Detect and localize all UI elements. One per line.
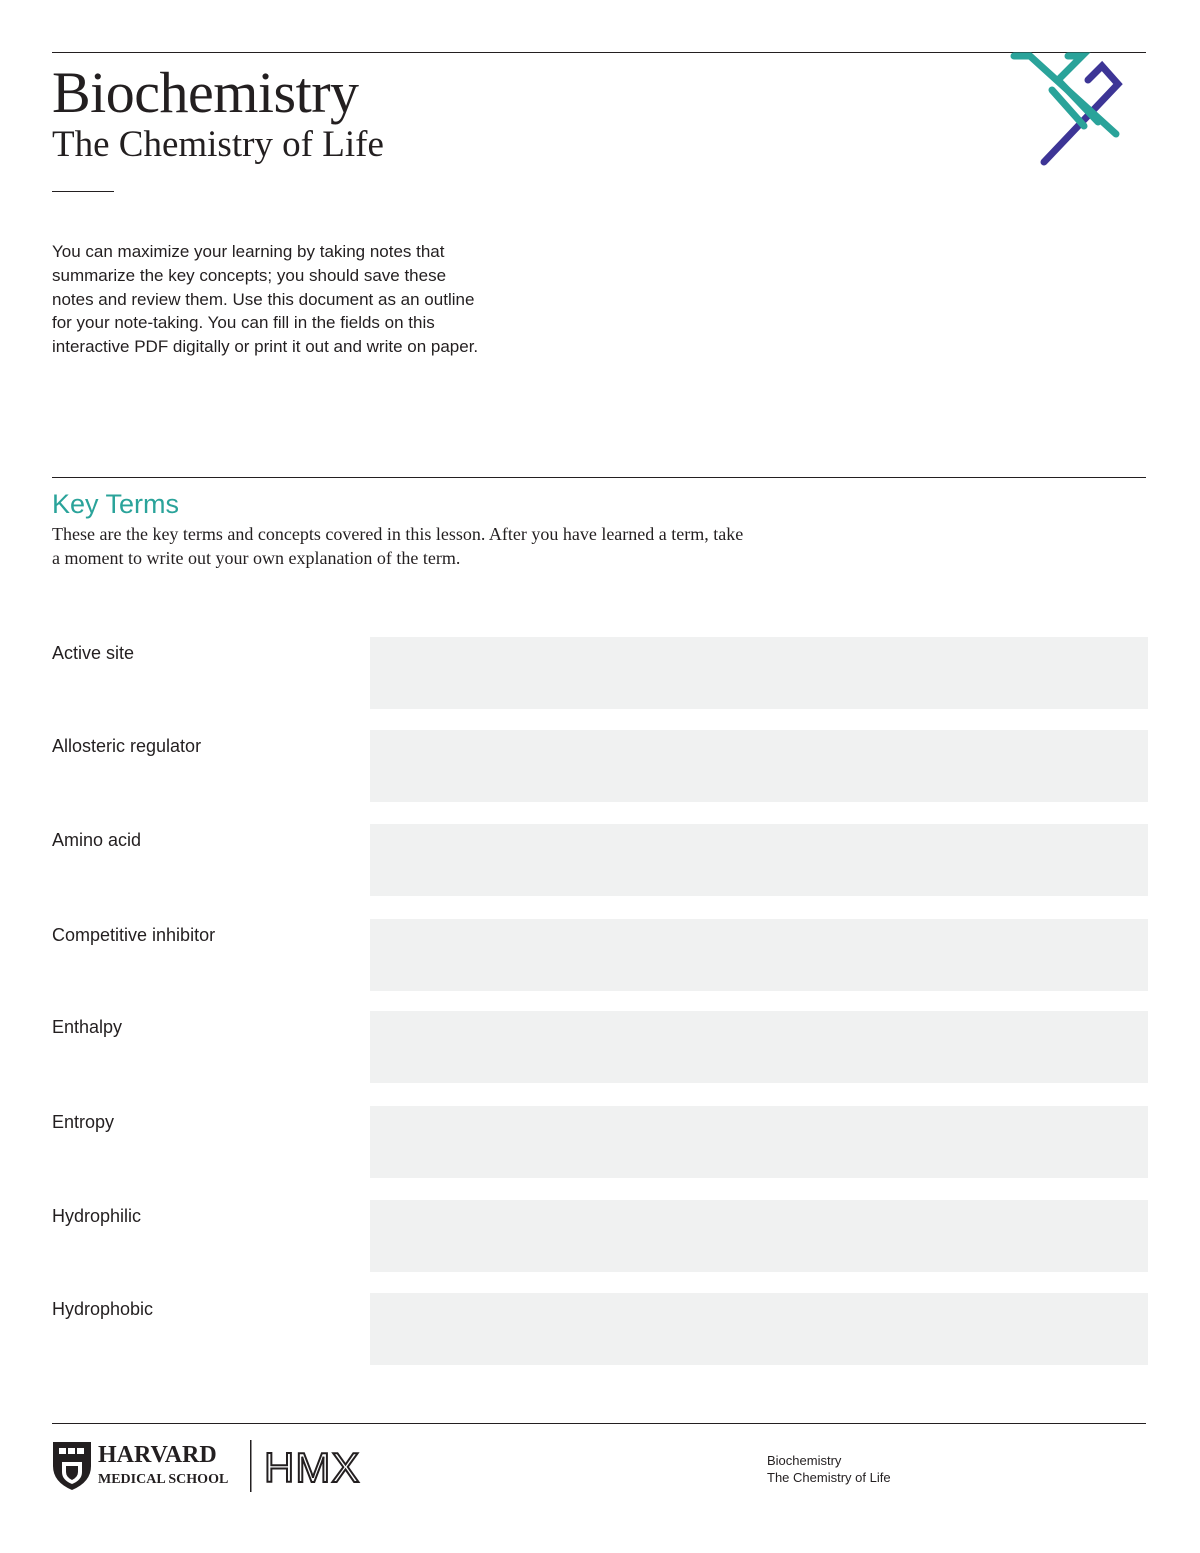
term-label: Allosteric regulator	[52, 736, 202, 756]
page-subtitle: The Chemistry of Life	[52, 124, 384, 165]
footer-divider	[52, 1423, 1146, 1424]
term-notes-field[interactable]	[370, 637, 1148, 709]
term-label: Active site	[52, 643, 135, 663]
term-row-amino-acid	[52, 824, 1148, 896]
term-label: Enthalpy	[52, 1017, 123, 1037]
term-notes-field[interactable]	[370, 824, 1148, 896]
section-description: These are the key terms and concepts covered in this lesson. After you have learned a term, take a moment to write out your own explanation of the term.	[52, 524, 744, 568]
term-label: Entropy	[52, 1112, 115, 1132]
hmx-lattice-icon	[1004, 50, 1128, 172]
term-notes-field[interactable]	[370, 1293, 1148, 1365]
term-label: Hydrophilic	[52, 1206, 142, 1226]
term-label: Hydrophobic	[52, 1299, 154, 1319]
term-row-active-site	[52, 637, 1148, 709]
term-row-allosteric-regulator	[52, 730, 1148, 802]
hmx-wordmark: HMX	[264, 1444, 361, 1491]
term-notes-field[interactable]	[370, 919, 1148, 991]
term-row-hydrophobic	[52, 1293, 1148, 1365]
intro-paragraph: You can maximize your learning by taking notes that summarize the key concepts; you should save these notes and review them. Use this document as an outline for your note-taking. You can fill in the fields on this interactive PDF digitally or print it out and write on paper.	[52, 242, 479, 357]
term-row-competitive-inhibitor	[52, 919, 1148, 991]
term-label: Competitive inhibitor	[52, 925, 216, 945]
footer-course-info	[767, 1452, 891, 1486]
page-title: Biochemistry	[52, 60, 359, 125]
title-underline	[52, 191, 114, 192]
term-row-hydrophilic	[52, 1200, 1148, 1272]
top-divider	[52, 52, 1146, 53]
harvard-shield-icon	[53, 1442, 91, 1490]
section-title-key-terms: Key Terms	[52, 489, 180, 519]
term-notes-field[interactable]	[370, 1106, 1148, 1178]
footer-course-subtitle: The Chemistry of Life	[767, 1470, 891, 1485]
term-notes-field[interactable]	[370, 1200, 1148, 1272]
harvard-wordmark: HARVARD	[98, 1442, 217, 1468]
logo-separator	[250, 1440, 252, 1492]
term-row-entropy	[52, 1106, 1148, 1178]
footer-logos	[52, 1440, 392, 1492]
term-row-enthalpy	[52, 1011, 1148, 1083]
medical-school-wordmark: MEDICAL SCHOOL	[98, 1472, 229, 1487]
term-notes-field[interactable]	[370, 730, 1148, 802]
term-notes-field[interactable]	[370, 1011, 1148, 1083]
term-label: Amino acid	[52, 830, 142, 850]
section-divider	[52, 477, 1146, 478]
footer-course-title: Biochemistry	[767, 1453, 842, 1468]
